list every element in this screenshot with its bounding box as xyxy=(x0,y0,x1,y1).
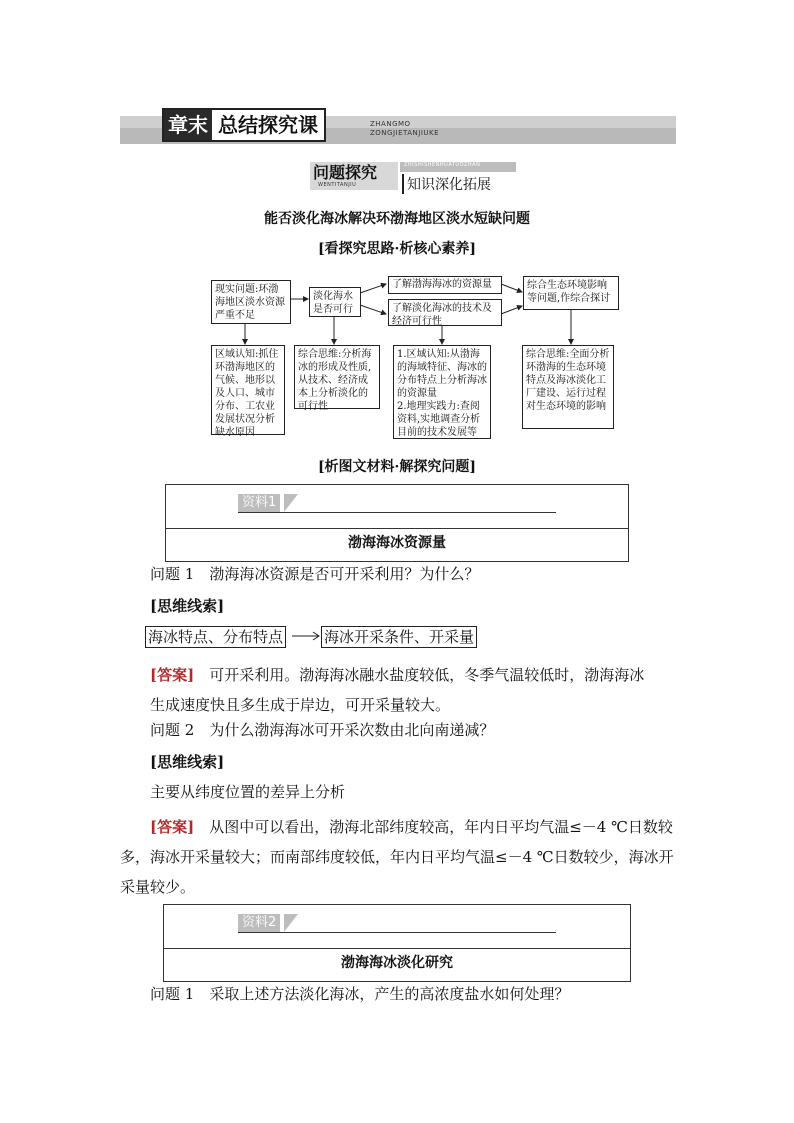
flow1-arrow xyxy=(292,628,320,644)
answer1-paragraph xyxy=(150,660,648,720)
main-title: 能否淡化海冰解决环渤海地区淡水短缺问题 xyxy=(264,211,530,227)
question3-text: 采取上述方法淡化海冰，产生的高浓度盐水如何处理？ xyxy=(209,985,570,1003)
section-tag-left-text: 问题探究 xyxy=(313,163,378,182)
question2-text: 为什么渤海海冰可开采次数由北向南递减？ xyxy=(209,721,495,739)
answer2-label: [答案] xyxy=(150,818,195,836)
question1 xyxy=(150,564,479,584)
thinking2-label: [思维线索] xyxy=(150,753,225,771)
arrow-question-to-top xyxy=(360,284,386,293)
material1-tag-tail xyxy=(284,494,298,512)
diagram-note-synthesis: 综合思维:分析海冰的形成及性质,从技术、经济成本上分析淡化的可行性 xyxy=(294,345,380,409)
arrow-bottom-to-synthesis xyxy=(501,306,522,314)
thinking1-label: [思维线索] xyxy=(150,597,225,615)
chapter-label-light: 总结探究课 xyxy=(218,113,318,137)
question3 xyxy=(150,984,569,1004)
material1-divider xyxy=(165,528,629,529)
thinking2-text: 主要从纬度位置的差异上分析 xyxy=(150,783,346,801)
question1-text: 渤海海冰资源是否可开采利用？为什么？ xyxy=(209,565,480,583)
material2-rule xyxy=(238,932,556,933)
chapter-pinyin-line1: ZHANGMO xyxy=(370,120,411,128)
question3-label: 问题 1 xyxy=(150,985,195,1003)
diagram-reality-box: 现实问题:环渤海地区淡水资源严重不足 xyxy=(211,280,291,324)
section-tag-right-text: 知识深化拓展 xyxy=(402,174,491,194)
question1-label: 问题 1 xyxy=(150,565,195,583)
diagram-note-practice: 1.区域认知:从渤海的海域特征、海冰的分布特点上分析海冰的资源量 2.地理实践力:查阅资料,实地调查分析目前的技术发展等 xyxy=(393,345,491,439)
material1-title: 渤海海冰资源量 xyxy=(348,535,446,551)
material2-divider xyxy=(163,948,631,949)
question2 xyxy=(150,720,494,740)
diagram-synthesis-box: 综合生态环境影响等问题,作综合探讨 xyxy=(523,276,619,310)
diagram-note-regional: 区域认知:抓住环渤海地区的气候、地形以及人口、城市分布、工农业发展状况分析缺水原因 xyxy=(211,345,285,435)
diagram-question-box: 淡化海水是否可行 xyxy=(309,287,361,317)
answer1-text: 可开采利用。渤海海冰融水盐度较低，冬季气温较低时，渤海海冰生成速度快且多生成于岸边，可开采量较大。 xyxy=(150,666,645,714)
arrow-top-to-synthesis xyxy=(501,284,522,292)
sub-heading-thinking: [看探究思路·析核心素养] xyxy=(317,241,477,257)
answer2-text: 从图中可以看出，渤海北部纬度较高，年内日平均气温≤－4 ℃日数较多，海冰开采量较大；而南部纬度较低，年内日平均气温≤－4 ℃日数较少，海冰开采量较少。 xyxy=(120,818,674,896)
arrow-question-to-bottom xyxy=(360,305,386,314)
section-tag-left-pinyin: WENTITANJIU xyxy=(318,182,357,188)
flow1-box-b: 海冰开采条件、开采量 xyxy=(321,626,477,648)
chapter-pinyin-line2: ZONGJIETANJIUKE xyxy=(370,129,440,137)
chapter-label-dark: 章末 xyxy=(164,110,212,140)
diagram-branch-top-box: 了解渤海海冰的资源量 xyxy=(388,276,502,294)
flow1-box-a: 海冰特点、分布特点 xyxy=(145,626,286,648)
material2-title: 渤海海冰淡化研究 xyxy=(341,955,453,971)
sub-heading-analysis: [析图文材料·解探究问题] xyxy=(317,459,477,475)
answer2-paragraph xyxy=(120,812,676,902)
material1-rule xyxy=(238,512,556,513)
diagram-branch-bottom-box: 了解淡化海冰的技术及经济可行性 xyxy=(388,299,502,326)
material1-tag: 资料1 xyxy=(238,494,280,512)
section-tag-right-pinyin: ZHISHISHENHUATUOZHAN xyxy=(404,162,481,168)
diagram-note-ecology: 综合思维:全面分析环渤海的生态环境特点及海冰淡化工厂建设、运行过程对生态环境的影响 xyxy=(522,345,614,429)
answer1-label: [答案] xyxy=(150,666,195,684)
material2-tag-tail xyxy=(284,914,298,932)
question2-label: 问题 2 xyxy=(150,721,195,739)
material2-tag: 资料2 xyxy=(238,914,280,932)
